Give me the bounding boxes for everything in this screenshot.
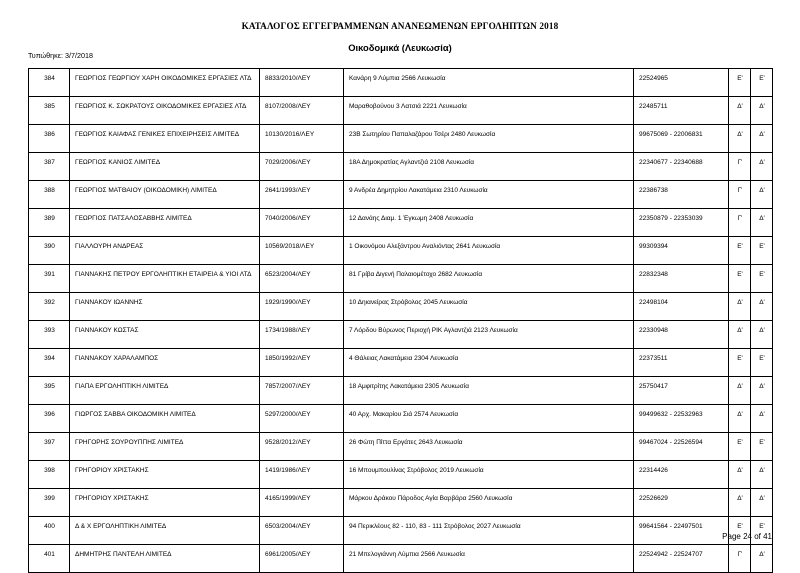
category-secondary: Δ': [751, 97, 773, 125]
table-row: [29, 209, 773, 237]
contractor-phone: 99675069 - 22006831: [634, 125, 729, 153]
row-number: 394: [29, 349, 70, 377]
registration-number: 1850/1992/ΛΕΥ: [260, 349, 344, 377]
table-row: [29, 293, 773, 321]
category-secondary: Δ': [751, 209, 773, 237]
contractor-phone: 22485711: [634, 97, 729, 125]
category-secondary: Δ': [751, 125, 773, 153]
contractor-name: ΓΕΩΡΓΙΟΣ ΚΑΝΙΟΣ ΛΙΜΙΤΕΔ: [70, 153, 260, 181]
registration-number: 6961/2005/ΛΕΥ: [260, 545, 344, 573]
category-secondary: Δ': [751, 405, 773, 433]
contractor-phone: 22350879 - 22353039: [634, 209, 729, 237]
contractor-phone: 22330948: [634, 321, 729, 349]
registration-number: 1734/1988/ΛΕΥ: [260, 321, 344, 349]
table-row: [29, 153, 773, 181]
category-secondary: Δ': [751, 153, 773, 181]
contractors-table: [28, 68, 773, 573]
contractor-name: ΓΙΑΠΑ ΕΡΓΟΛΗΠΤΙΚΗ ΛΙΜΙΤΕΔ: [70, 377, 260, 405]
category-primary: Δ': [729, 293, 751, 321]
contractors-table-wrapper: [28, 68, 772, 573]
category-secondary: Δ': [751, 321, 773, 349]
contractor-name: ΓΡΗΓΟΡΗΣ ΣΟΥΡΟΥΠΠΗΣ ΛΙΜΙΤΕΔ: [70, 433, 260, 461]
table-row: [29, 97, 773, 125]
registration-number: 8833/2010/ΛΕΥ: [260, 69, 344, 97]
category-secondary: Δ': [751, 181, 773, 209]
contractor-address: 16 Μπουμπουλίνας Στρόβολος 2019 Λευκωσία: [344, 461, 634, 489]
registration-number: 2641/1993/ΛΕΥ: [260, 181, 344, 209]
category-primary: Ε': [729, 237, 751, 265]
contractor-address: 10 Δηιανείρας Στρόβολος 2045 Λευκωσία: [344, 293, 634, 321]
registration-number: 5297/2000/ΛΕΥ: [260, 405, 344, 433]
contractor-address: 94 Περικλέους 82 - 110, 83 - 111 Στρόβολος 2027 Λευκωσία: [344, 517, 634, 545]
category-primary: Γ': [729, 153, 751, 181]
contractor-phone: 22832348: [634, 265, 729, 293]
row-number: 386: [29, 125, 70, 153]
registration-number: 1929/1990/ΛΕΥ: [260, 293, 344, 321]
row-number: 399: [29, 489, 70, 517]
contractor-phone: 22524942 - 22524707: [634, 545, 729, 573]
contractor-address: 9 Ανδρέα Δημητρίου Λακατάμεια 2310 Λευκωσία: [344, 181, 634, 209]
category-primary: Ε': [729, 433, 751, 461]
registration-number: 7040/2006/ΛΕΥ: [260, 209, 344, 237]
contractor-phone: 99467024 - 22526594: [634, 433, 729, 461]
contractor-address: 26 Φώτη Πίττα Εργάτες 2643 Λευκωσία: [344, 433, 634, 461]
category-primary: Δ': [729, 405, 751, 433]
registration-number: 6503/2004/ΛΕΥ: [260, 517, 344, 545]
contractor-address: 18 Αμφιτρίτης Λακατάμεια 2305 Λευκωσία: [344, 377, 634, 405]
printed-date-label: Τυπώθηκε: 3/7/2018: [28, 51, 93, 60]
category-primary: Ε': [729, 69, 751, 97]
row-number: 400: [29, 517, 70, 545]
table-row: [29, 377, 773, 405]
row-number: 391: [29, 265, 70, 293]
registration-number: 1419/1986/ΛΕΥ: [260, 461, 344, 489]
document-subtitle: Οικοδομικά (Λευκωσία): [348, 42, 452, 54]
registration-number: 8107/2008/ΛΕΥ: [260, 97, 344, 125]
row-number: 389: [29, 209, 70, 237]
row-number: 385: [29, 97, 70, 125]
contractor-address: 18Α Δημοκρατίας Αγλαντζιά 2108 Λευκωσία: [344, 153, 634, 181]
table-row: [29, 265, 773, 293]
contractor-phone: 25750417: [634, 377, 729, 405]
table-row: [29, 321, 773, 349]
registration-number: 7857/2007/ΛΕΥ: [260, 377, 344, 405]
contractor-address: Κανάρη 9 Λύμπια 2566 Λευκωσία: [344, 69, 634, 97]
registration-number: 9528/2012/ΛΕΥ: [260, 433, 344, 461]
contractor-name: ΔΗΜΗΤΡΗΣ ΠΑΝΤΕΛΗ ΛΙΜΙΤΕΔ: [70, 545, 260, 573]
contractor-name: ΓΙΑΝΝΑΚΟΥ ΚΩΣΤΑΣ: [70, 321, 260, 349]
table-row: [29, 405, 773, 433]
table-row: [29, 237, 773, 265]
category-secondary: Ε': [751, 265, 773, 293]
contractor-address: 1 Οικονόμου Αλεξάντρου Αναλιόντας 2641 Λευκωσία: [344, 237, 634, 265]
contractor-phone: 22373511: [634, 349, 729, 377]
table-row: [29, 69, 773, 97]
category-primary: Δ': [729, 489, 751, 517]
registration-number: 10569/2018/ΛΕΥ: [260, 237, 344, 265]
contractor-phone: 22524965: [634, 69, 729, 97]
contractor-name: Δ & Χ ΕΡΓΟΛΗΠΤΙΚΗ ΛΙΜΙΤΕΔ: [70, 517, 260, 545]
contractor-name: ΓΙΑΛΛΟΥΡΗ ΑΝΔΡΕΑΣ: [70, 237, 260, 265]
category-secondary: Δ': [751, 489, 773, 517]
registration-number: 7029/2006/ΛΕΥ: [260, 153, 344, 181]
category-primary: Δ': [729, 321, 751, 349]
contractor-address: Μαραθοβούνου 3 Λατσιά 2221 Λευκωσία: [344, 97, 634, 125]
contractor-phone: 99499632 - 22532963: [634, 405, 729, 433]
contractor-phone: 22498104: [634, 293, 729, 321]
category-primary: Δ': [729, 461, 751, 489]
category-secondary: Ε': [751, 349, 773, 377]
contractor-phone: 22340677 - 22340688: [634, 153, 729, 181]
registration-number: 4165/1999/ΛΕΥ: [260, 489, 344, 517]
contractor-address: 23Β Σωτηρίου Παπαλαζάρου Τσέρι 2480 Λευκωσία: [344, 125, 634, 153]
row-number: 397: [29, 433, 70, 461]
table-row: [29, 125, 773, 153]
contractor-name: ΓΕΩΡΓΙΟΣ Κ. ΣΩΚΡΑΤΟΥΣ ΟΙΚΟΔΟΜΙΚΕΣ ΕΡΓΑΣΙΕΣ ΛΤΔ: [70, 97, 260, 125]
contractor-name: ΓΕΩΡΓΙΟΣ ΜΑΤΘΑΙΟΥ (ΟΙΚΟΔΟΜΙΚΗ) ΛΙΜΙΤΕΔ: [70, 181, 260, 209]
row-number: 393: [29, 321, 70, 349]
row-number: 387: [29, 153, 70, 181]
category-secondary: Δ': [751, 461, 773, 489]
page-footer: Page 24 of 41: [722, 532, 772, 541]
row-number: 384: [29, 69, 70, 97]
contractor-phone: 22526629: [634, 489, 729, 517]
category-primary: Γ': [729, 545, 751, 573]
contractor-name: ΓΙΑΝΝΑΚΟΥ ΧΑΡΑΛΑΜΠΟΣ: [70, 349, 260, 377]
contractor-name: ΓΙΑΝΝΑΚΟΥ ΙΩΑΝΝΗΣ: [70, 293, 260, 321]
table-row: [29, 545, 773, 573]
contractor-address: 4 Θάλειας Λακατάμεια 2304 Λευκωσία: [344, 349, 634, 377]
contractor-name: ΓΡΗΓΟΡΙΟΥ ΧΡΙΣΤΑΚΗΣ: [70, 461, 260, 489]
contractor-name: ΓΙΑΝΝΑΚΗΣ ΠΕΤΡΟΥ ΕΡΓΟΛΗΠΤΙΚΗ ΕΤΑΙΡΕΙΑ & ΥΙΟΙ ΛΤΔ: [70, 265, 260, 293]
contractor-phone: 22314426: [634, 461, 729, 489]
table-row: [29, 461, 773, 489]
contractor-phone: 99309394: [634, 237, 729, 265]
category-secondary: Δ': [751, 293, 773, 321]
contractor-phone: 22386738: [634, 181, 729, 209]
category-primary: Δ': [729, 377, 751, 405]
contractor-name: ΓΕΩΡΓΙΟΣ ΚΑΙΑΦΑΣ ΓΕΝΙΚΕΣ ΕΠΙΧΕΙΡΗΣΕΙΣ ΛΙΜΙΤΕΔ: [70, 125, 260, 153]
table-body: [29, 69, 773, 573]
category-primary: Ε': [729, 265, 751, 293]
table-row: [29, 181, 773, 209]
row-number: 395: [29, 377, 70, 405]
contractor-address: 12 Δανάης Διαμ. 1 Έγκωμη 2408 Λευκωσία: [344, 209, 634, 237]
row-number: 398: [29, 461, 70, 489]
contractor-name: ΓΙΩΡΓΟΣ ΣΑΒΒΑ ΟΙΚΟΔΟΜΙΚΗ ΛΙΜΙΤΕΔ: [70, 405, 260, 433]
contractor-address: 7 Λόρδου Βύρωνος Περιοχή ΡΙΚ Αγλαντζιά 2123 Λευκωσία: [344, 321, 634, 349]
contractor-address: 40 Αρχ. Μακαρίου Σιά 2574 Λευκωσία: [344, 405, 634, 433]
category-primary: Δ': [729, 125, 751, 153]
category-primary: Ε': [729, 349, 751, 377]
document-title: ΚΑΤΑΛΟΓΟΣ ΕΓΓΕΓΡΑΜΜΕΝΩΝ ΑΝΑΝΕΩΜΕΝΩΝ ΕΡΓΟΛΗΠΤΩΝ 2018: [241, 21, 559, 31]
registration-number: 6523/2004/ΛΕΥ: [260, 265, 344, 293]
contractor-address: 81 Γρίβα Διγενή Παλαιομέτοχο 2682 Λευκωσία: [344, 265, 634, 293]
table-row: [29, 517, 773, 545]
table-row: [29, 433, 773, 461]
row-number: 392: [29, 293, 70, 321]
category-primary: Ε': [729, 517, 751, 545]
category-primary: Γ': [729, 181, 751, 209]
contractor-phone: 99641564 - 22497501: [634, 517, 729, 545]
row-number: 401: [29, 545, 70, 573]
registration-number: 10130/2016/ΛΕΥ: [260, 125, 344, 153]
contractor-name: ΓΡΗΓΟΡΙΟΥ ΧΡΙΣΤΑΚΗΣ: [70, 489, 260, 517]
category-primary: Δ': [729, 97, 751, 125]
category-secondary: Δ': [751, 377, 773, 405]
category-secondary: Ε': [751, 237, 773, 265]
table-row: [29, 349, 773, 377]
contractor-name: ΓΕΩΡΓΙΟΣ ΠΑΤΣΑΛΟΣΑΒΒΗΣ ΛΙΜΙΤΕΔ: [70, 209, 260, 237]
category-secondary: Ε': [751, 433, 773, 461]
contractor-address: 21 Μπελογιάννη Λύμπια 2566 Λευκωσία: [344, 545, 634, 573]
row-number: 396: [29, 405, 70, 433]
row-number: 390: [29, 237, 70, 265]
category-primary: Γ': [729, 209, 751, 237]
contractor-address: Μάρκου Δράκου Πάροδος Αγία Βαρβάρα 2560 Λευκωσία: [344, 489, 634, 517]
row-number: 388: [29, 181, 70, 209]
category-secondary: Ε': [751, 69, 773, 97]
contractor-name: ΓΕΩΡΓΙΟΣ ΓΕΩΡΓΙΟΥ ΧΑΡΗ ΟΙΚΟΔΟΜΙΚΕΣ ΕΡΓΑΣΙΕΣ ΛΤΔ: [70, 69, 260, 97]
category-secondary: Ε': [751, 517, 773, 545]
category-secondary: Δ': [751, 545, 773, 573]
table-row: [29, 489, 773, 517]
